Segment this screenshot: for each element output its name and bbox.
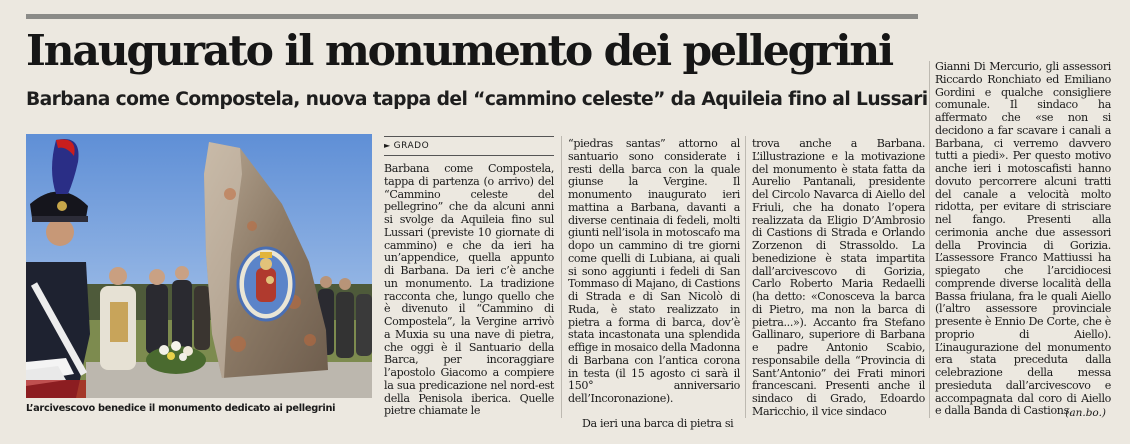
section-tag xyxy=(384,136,554,156)
article-headline: Inaugurato il monumento dei pellegrini xyxy=(26,26,892,76)
column-4-text: Gianni Di Mercurio, gli assessori Riccardo Ronchiato ed Emiliano Gordini e qualche consigliere comunale. Il sindaco ha affermato che «se non si decidono a far scavare i canali a Barbana, ci verremo davvero tutti a piedi». Per questo motivo anche ieri i motoscafisti hanno dovuto percorrere alcuni tratti del canale a velocità molto ridotta, per evitare di strisciare nel fango. Presenti alla cerimonia anche due assessori della Provincia di Gorizia. L’assessore Franco Mattiussi ha spiegato che l’arcidiocesi comprende diverse località della Bassa friulana, fra le quali Aiello (l’altro assessore provinciale presente è Ennio De Corte, che è proprio di Aiello). L’inaugurazione del monumento era stata preceduta dalla celebrazione della messa presieduta dall’arcivescovo e accompagnata dal coro di Aiello e dalla Banda di Castions. xyxy=(935,60,1111,418)
section-tag-label: GRADO xyxy=(393,141,430,151)
article-photo xyxy=(26,134,372,398)
column-divider xyxy=(561,136,562,418)
article-column-3 xyxy=(752,138,925,419)
article-column-4 xyxy=(935,61,1111,418)
top-rule xyxy=(26,14,918,19)
photo-caption: L’arcivescovo benedice il monumento dedicato ai pellegrini xyxy=(26,403,336,414)
column-2-paragraph: “piedras santas” attorno al santuario sono considerate i resti della barca con la quale giunse la Vergine. Il monumento inaugurato ieri mattina a Barbana, davanti a diverse centinaia di fedeli, molti giunti nell’isola in motoscafo ma dopo un cammino di tre giorni come quelli di Lubiana, ai quali si sono aggiunti i fedeli di San Tommaso di Majano, di Castions di Strada e di San Nicolò di Ruda, è stato realizzato in pietra a forma di barca, dov’è stata incastonata una splendida effige in mosaico della Madonna di Barbana con l’antica corona in testa (il 15 agosto ci sarà il 150° anniversario dell’Incoronazione). xyxy=(568,137,740,405)
column-divider xyxy=(929,61,930,418)
column-divider xyxy=(745,136,746,418)
article-subheadline: Barbana come Compostela, nuova tappa del “cammino celeste” da Aquileia fino al Lussari xyxy=(26,89,928,110)
column-3-text: trova anche a Barbana. L’illustrazione e la motivazione del monumento è stata fatta da Aurelio Pantanali, presidente del Circolo Navarca di Aiello del Friuli, che ha donato l’opera realizzata da Eligio D’Ambrosio di Castions di Strada e Orlando Zorzenon di Strassoldo. La benedizione è stata impartita dall’arcivescovo di Gorizia, Carlo Roberto Maria Redaelli (ha detto: «Conosceva la barca di Pietro, ma non la barca di pietra...»). Accanto fra Stefano Gallinaro, superiore di Barbana e padre Antonio Scabio, responsabile della “Provincia di Sant’Antonio” dei Frati minori francescani. Presenti anche il sindaco di Grado, Edoardo Maricchio, il vice sindaco xyxy=(752,137,925,418)
column-2-paragraph: Da ieri una barca di pietra si xyxy=(582,416,734,430)
article-column-2 xyxy=(568,138,740,431)
author-byline: (an.bo.) xyxy=(1065,407,1106,419)
article-column-1 xyxy=(384,163,554,418)
column-1-text: Barbana come Compostela, tappa di partenza (o arrivo) del “Cammino celeste del pellegrino” che da alcuni anni si svolge da Aquileia fino sul Lussari (previste 10 giornate di cammino) e che da ieri ha un’appendice, quella appunto di Barbana. Da ieri c’è anche un monumento. La tradizione racconta che, lungo quello che è divenuto il “Cammino di Compostela”, la Vergine arrivò a Muxia su una nave di pietra, che oggi è il Santuario della Barca, per incoraggiare l’apostolo Giacomo a compiere la sua predicazione nel nord-est della Penisola iberica. Quelle pietre chiamate le xyxy=(384,162,554,418)
triangle-bullet-icon: ► xyxy=(384,141,391,150)
